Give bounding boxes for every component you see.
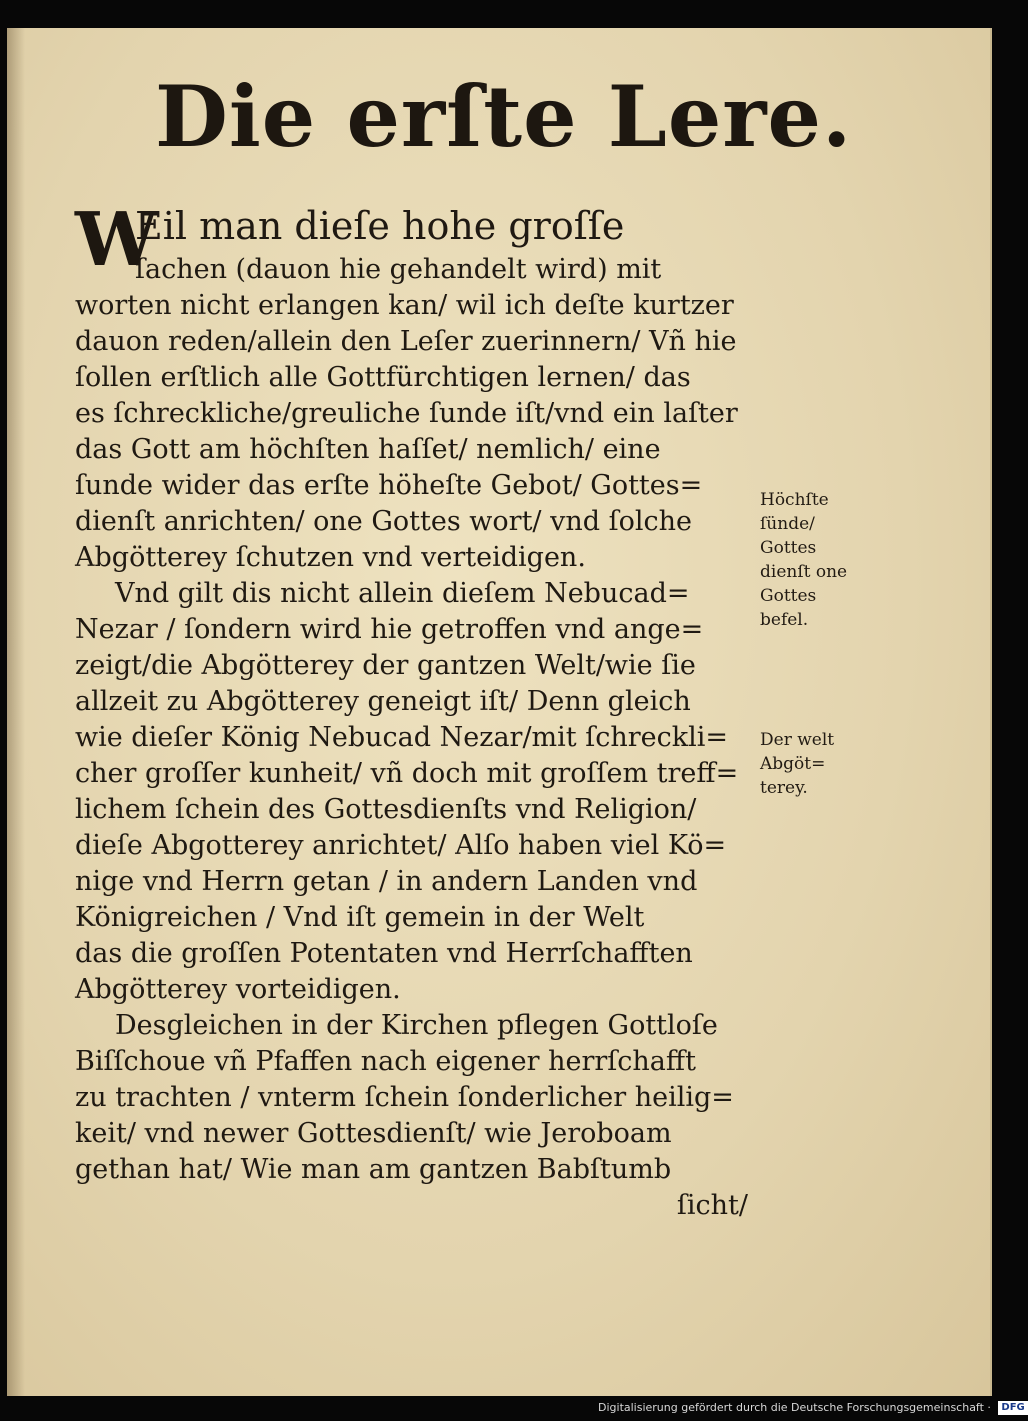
margin-note-line: Gottes <box>760 538 817 558</box>
margin-note-2 <box>760 728 870 800</box>
margin-note-line: dienſt one <box>760 562 848 582</box>
text-line: Biſſchoue vñ Pfaffen nach eigener herrſchafft <box>75 1046 696 1077</box>
text-line: das Gott am höchſten haſſet/ nemlich/ eine <box>75 434 661 465</box>
margin-note-line: Gottes <box>760 586 817 606</box>
text-line: Desgleichen in der Kirchen pflegen Gottloſe <box>115 1010 718 1041</box>
text-line: ſachen (dauon hie gehandelt wird) mit <box>135 254 662 285</box>
text-line: Vnd gilt dis nicht allein dieſem Nebucad= <box>115 578 690 609</box>
text-line: ſollen erſtlich alle Gottfürchtigen lernen/ das <box>75 362 691 393</box>
margin-note-line: terey. <box>760 778 808 798</box>
drop-cap: W <box>75 197 159 283</box>
text-line: ſunde wider das erſte höheſte Gebot/ Gottes= <box>75 470 703 501</box>
text-line: das die groſſen Potentaten vnd Herrſchafften <box>75 938 693 969</box>
margin-note-line: Höchſte <box>760 490 829 510</box>
text-line: Eil man dieſe hohe groſſe <box>135 204 625 248</box>
text-line: worten nicht erlangen kan/ wil ich deſte kurtzer <box>75 290 734 321</box>
text-line: zu trachten / vnterm ſchein ſonderlicher heilig= <box>75 1082 734 1113</box>
dfg-logo: DFG <box>998 1401 1027 1415</box>
digitization-footer <box>598 1398 1025 1418</box>
margin-note-line: ſünde/ <box>760 514 815 534</box>
text-line: Königreichen / Vnd iſt gemein in der Welt <box>75 902 645 933</box>
text-line: Nezar / ſondern wird hie getroffen vnd ange= <box>75 614 704 645</box>
text-line: gethan hat/ Wie man am gantzen Babſtumb <box>75 1154 672 1185</box>
text-line: dienſt anrichten/ one Gottes wort/ vnd ſolche <box>75 506 692 537</box>
text-line: zeigt/die Abgötterey der gantzen Welt/wie ſie <box>75 650 696 681</box>
catchword: ſicht/ <box>676 1190 748 1221</box>
text-line: lichem ſchein des Gottesdienſts vnd Religion/ <box>75 794 697 825</box>
margin-note-line: Abgöt= <box>760 754 826 774</box>
text-line: keit/ vnd newer Gottesdienſt/ wie Jeroboam <box>75 1118 672 1149</box>
text-line: dieſe Abgotterey anrichtet/ Alſo haben viel Kö= <box>75 830 727 861</box>
margin-note-line: Der welt <box>760 730 835 750</box>
text-line: wie dieſer König Nebucad Nezar/mit ſchreckli= <box>75 722 728 753</box>
body-text <box>75 197 760 1224</box>
margin-note-line: befel. <box>760 610 809 630</box>
gutter-shadow <box>7 28 25 1396</box>
margin-note-1 <box>760 488 870 632</box>
text-line: nige vnd Herrn getan / in andern Landen vnd <box>75 866 698 897</box>
text-line: dauon reden/allein den Leſer zuerinnern/ Vñ hie <box>75 326 737 357</box>
text-line: Abgötterey vorteidigen. <box>75 974 401 1005</box>
page-title: Die erſte Lere. <box>155 67 853 166</box>
text-line: Abgötterey ſchutzen vnd verteidigen. <box>75 542 586 573</box>
text-line: allzeit zu Abgötterey geneigt iſt/ Denn gleich <box>75 686 691 717</box>
text-line: cher groſſer kunheit/ vñ doch mit groſſem treff= <box>75 758 739 789</box>
footer-text: Digitalisierung gefördert durch die Deutsche Forschungsgemeinschaft · <box>598 1401 991 1414</box>
text-line: es ſchreckliche/greuliche ſunde iſt/vnd ein laſter <box>75 398 738 429</box>
